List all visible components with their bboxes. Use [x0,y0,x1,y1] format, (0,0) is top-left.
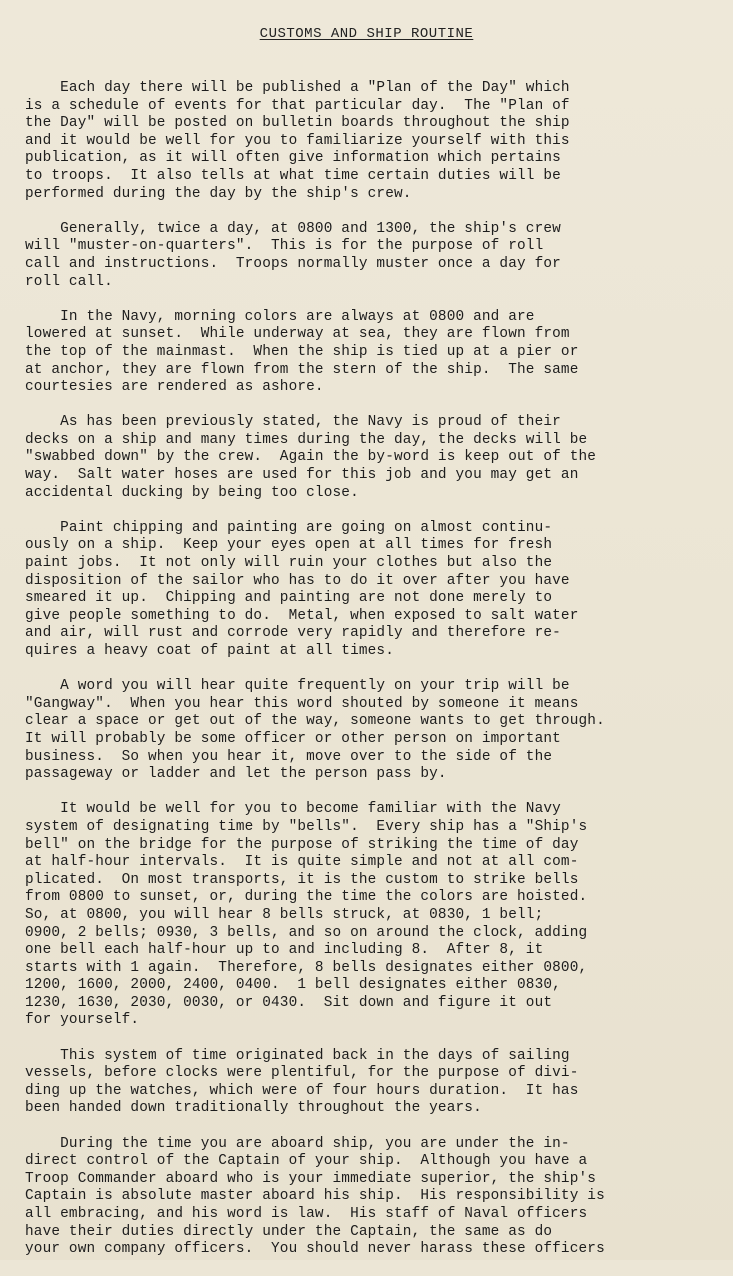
paragraph [25,221,715,291]
text-line: "swabbed down" by the crew. Again the by-word is keep out of the [25,449,597,466]
text-line: vessels, before clocks were plentiful, for the purpose of divi- [25,1065,579,1082]
text-line: starts with 1 again. Therefore, 8 bells designates either 0800, [25,959,588,976]
text-line: the Day" will be posted on bulletin boards throughout the ship [25,115,570,132]
text-line: lowered at sunset. While underway at sea, they are flown from [25,326,570,343]
paragraph [25,801,715,1030]
text-line: and air, will rust and corrode very rapidly and therefore re- [25,625,561,642]
page-title-text: CUSTOMS AND SHIP ROUTINE [259,26,474,42]
paragraph [25,520,715,661]
text-line: bell" on the bridge for the purpose of striking the time of day [25,836,579,853]
paragraph [25,678,715,784]
text-line: It will probably be some officer or other person on important [25,730,561,747]
text-line: have their duties directly under the Captain, the same as do [25,1223,553,1240]
text-line: your own company officers. You should never harass these officers [25,1241,605,1258]
text-line: 1230, 1630, 2030, 0030, or 0430. Sit down and figure it out [25,994,553,1011]
text-line: So, at 0800, you will hear 8 bells struck, at 0830, 1 bell; [25,906,544,923]
text-line: way. Salt water hoses are used for this job and you may get an [25,467,579,484]
text-line: ously on a ship. Keep your eyes open at all times for fresh [25,537,553,554]
text-line: direct control of the Captain of your ship. Although you have a [25,1153,588,1170]
paragraph [25,80,715,203]
paragraph [25,414,715,502]
paragraph [25,309,715,397]
text-line: at half-hour intervals. It is quite simple and not at all com- [25,854,579,871]
text-line: A word you will hear quite frequently on your trip will be [25,678,570,695]
text-line: courtesies are rendered as ashore. [25,379,324,396]
text-line: Each day there will be published a "Plan of the Day" which [25,80,570,96]
text-line: and it would be well for you to familiarize yourself with this [25,132,570,149]
text-line: As has been previously stated, the Navy is proud of their [25,414,561,431]
text-line: is a schedule of events for that particular day. The "Plan of [25,97,570,114]
text-line: from 0800 to sunset, or, during the time the colors are hoisted. [25,889,588,906]
text-line: 0900, 2 bells; 0930, 3 bells, and so on around the clock, adding [25,924,588,941]
text-line: Paint chipping and painting are going on almost continu- [25,519,553,536]
text-line: disposition of the sailor who has to do it over after you have [25,572,570,589]
text-line: ding up the watches, which were of four hours duration. It has [25,1082,579,1099]
text-line: 1200, 1600, 2000, 2400, 0400. 1 bell designates either 0830, [25,977,561,994]
paragraph [25,1136,715,1259]
text-line: roll call. [25,273,113,290]
text-line: accidental ducking by being too close. [25,484,359,501]
text-line: give people something to do. Metal, when exposed to salt water [25,607,579,624]
text-line: Troop Commander aboard who is your immediate superior, the ship's [25,1170,597,1187]
text-line: one bell each half-hour up to and including 8. After 8, it [25,942,544,959]
text-line: publication, as it will often give information which pertains [25,150,561,167]
text-line: plicated. On most transports, it is the custom to strike bells [25,871,579,888]
text-line: In the Navy, morning colors are always at 0800 and are [25,308,535,325]
text-line: This system of time originated back in the days of sailing [25,1047,570,1064]
document-body [25,80,715,1276]
page-title [0,26,733,42]
text-line: all embracing, and his word is law. His staff of Naval officers [25,1206,588,1222]
text-line: clear a space or get out of the way, someone wants to get through. [25,713,605,730]
text-line: performed during the day by the ship's crew. [25,185,412,202]
text-line: decks on a ship and many times during the day, the decks will be [25,431,588,448]
text-line: call and instructions. Troops normally muster once a day for [25,255,561,272]
text-line: at anchor, they are flown from the stern of the ship. The same [25,361,579,378]
text-line: will "muster-on-quarters". This is for the purpose of roll [25,238,544,255]
text-line: Captain is absolute master aboard his ship. His responsibility is [25,1188,605,1205]
text-line: passageway or ladder and let the person pass by. [25,766,447,783]
text-line: the top of the mainmast. When the ship is tied up at a pier or [25,343,579,360]
text-line: system of designating time by "bells". Every ship has a "Ship's [25,818,588,835]
text-line: "Gangway". When you hear this word shouted by someone it means [25,695,579,712]
text-line: for yourself. [25,1012,140,1029]
text-line: Generally, twice a day, at 0800 and 1300, the ship's crew [25,220,561,237]
text-line: quires a heavy coat of paint at all times. [25,643,395,659]
text-line: to troops. It also tells at what time certain duties will be [25,167,561,184]
text-line: During the time you are aboard ship, you are under the in- [25,1135,570,1152]
text-line: been handed down traditionally throughout the years. [25,1100,482,1117]
text-line: It would be well for you to become familiar with the Navy [25,801,561,818]
text-line: business. So when you hear it, move over to the side of the [25,748,553,765]
text-line: paint jobs. It not only will ruin your clothes but also the [25,555,553,572]
text-line: smeared it up. Chipping and painting are not done merely to [25,590,553,607]
paragraph [25,1048,715,1118]
